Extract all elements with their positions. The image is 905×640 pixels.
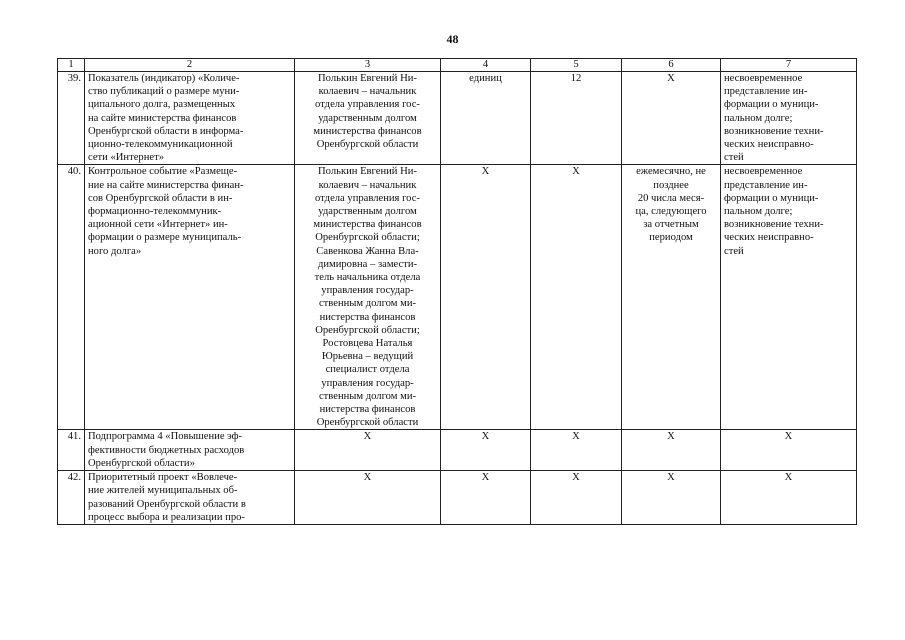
row-responsible: Х: [295, 430, 441, 471]
table-header-row: [58, 59, 857, 72]
row-unit: Х: [441, 165, 531, 430]
row-number: 42.: [58, 471, 85, 525]
row-name: Приоритетный проект «Вовлече- ние жителей муниципальных об- разований Оренбургской области в процесс выбора и реализации про-: [85, 471, 295, 525]
row-name: Показатель (индикатор) «Количе- ство публикаций о размере муни- ципального долга, размещенных на сайте министерства финансов Оренбургской области в информа- ционно-телекоммуникационной сети «Интернет»: [85, 72, 295, 165]
column-header: 1: [58, 59, 85, 72]
row-responsible: Полькин Евгений Ни- колаевич – начальник отдела управления гос- ударственным долгом министерства финансов Оренбургской области; Савенкова Жанна Вла- димировна – замести- тель начальника отдела управления государ- ственным долгом ми- нистерства финансов Оренбургской области; Ростовцева Наталья Юрьевна – ведущий специалист отдела управления государ- ственным долгом ми- нистерства финансов Оренбургской области: [295, 165, 441, 430]
row-number: 39.: [58, 72, 85, 165]
row-value: Х: [531, 430, 622, 471]
row-value: Х: [531, 165, 622, 430]
table-row: [58, 471, 857, 525]
row-value: Х: [531, 471, 622, 525]
row-value: 12: [531, 72, 622, 165]
row-number: 41.: [58, 430, 85, 471]
row-deadline: Х: [622, 430, 721, 471]
row-number: 40.: [58, 165, 85, 430]
column-header: 6: [622, 59, 721, 72]
column-header: 5: [531, 59, 622, 72]
row-deadline: Х: [622, 72, 721, 165]
table-row: [58, 72, 857, 165]
row-name: Контрольное событие «Размеще- ние на сайте министерства финан- сов Оренбургской области в ин- формационно-телекоммуник- ационной сети «Интернет» ин- формации о размере муниципаль- ного долга»: [85, 165, 295, 430]
program-table: [57, 58, 857, 525]
column-header: 4: [441, 59, 531, 72]
row-risks: несвоевременное представление ин- формации о муници- пальном долге; возникновение техни- ческих неисправно- стей: [721, 72, 857, 165]
table-row: [58, 165, 857, 430]
row-unit: единиц: [441, 72, 531, 165]
column-header: 3: [295, 59, 441, 72]
row-risks: Х: [721, 471, 857, 525]
row-responsible: Полькин Евгений Ни- колаевич – начальник отдела управления гос- ударственным долгом министерства финансов Оренбургской области: [295, 72, 441, 165]
row-unit: Х: [441, 471, 531, 525]
row-risks: Х: [721, 430, 857, 471]
page-number: 48: [446, 32, 459, 46]
row-unit: Х: [441, 430, 531, 471]
column-header: 7: [721, 59, 857, 72]
row-responsible: Х: [295, 471, 441, 525]
row-deadline: ежемесячно, не позднее 20 числа меся- ца, следующего за отчетным периодом: [622, 165, 721, 430]
column-header: 2: [85, 59, 295, 72]
row-name: Подпрограмма 4 «Повышение эф- фективности бюджетных расходов Оренбургской области»: [85, 430, 295, 471]
row-deadline: Х: [622, 471, 721, 525]
table-row: [58, 430, 857, 471]
row-risks: несвоевременное представление ин- формации о муници- пальном долге; возникновение техни- ческих неисправно- стей: [721, 165, 857, 430]
